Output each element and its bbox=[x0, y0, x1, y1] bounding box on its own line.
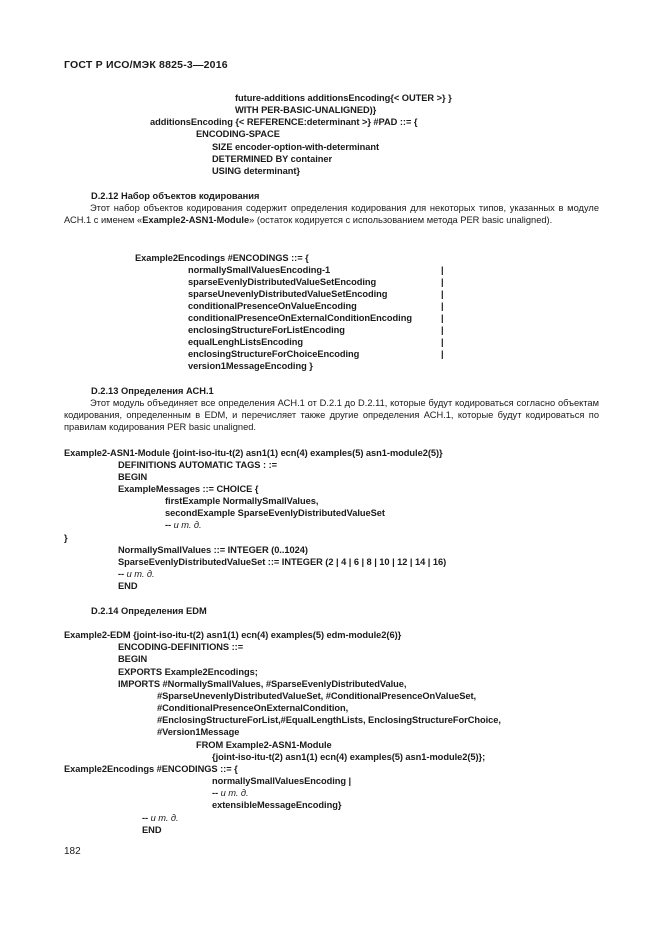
code-line: normallySmallValuesEncoding | bbox=[212, 776, 352, 786]
paragraph-text: Этот модуль объединяет все определения АСН.1 от D.2.1 до D.2.11, которые будут кодироваться согласно объектам кодирования, определенным в EDM, и перечисляет также другие определения АСН.1, которые будут кодироваться по правилам кодирования PER basic unaligned. bbox=[64, 398, 599, 433]
code-line: IMPORTS #NormallySmallValues, #SparseEvenlyDistributedValue, bbox=[118, 679, 407, 689]
etc-text: и т. д. bbox=[126, 569, 155, 579]
code-line: END bbox=[118, 581, 138, 591]
etc-text: и т. д. bbox=[220, 788, 249, 798]
code-line: conditionalPresenceOnExternalConditionEncoding bbox=[188, 313, 412, 323]
code-line: sparseEvenlyDistributedValueSetEncoding bbox=[188, 277, 377, 287]
code-line: Example2Encodings #ENCODINGS ::= { bbox=[135, 253, 309, 263]
module-name-reference: Example2-ASN1-Module bbox=[142, 215, 250, 226]
separator-bar: | bbox=[441, 337, 444, 347]
etc-text: и т. д. bbox=[173, 520, 202, 530]
etc-text: и т. д. bbox=[150, 813, 179, 823]
separator-bar: | bbox=[441, 289, 444, 299]
code-comment bbox=[142, 812, 179, 824]
code-comment bbox=[118, 568, 155, 580]
code-line: DETERMINED BY container bbox=[212, 154, 333, 164]
section-heading: D.2.13 Определения АСН.1 bbox=[91, 386, 214, 396]
code-line: SparseEvenlyDistributedValueSet ::= INTEGER (2 | 4 | 6 | 8 | 10 | 12 | 14 | 16) bbox=[118, 557, 447, 567]
code-line: extensibleMessageEncoding} bbox=[212, 800, 342, 810]
separator-bar: | bbox=[441, 265, 444, 275]
code-line: ENCODING-DEFINITIONS ::= bbox=[118, 642, 244, 652]
paragraph-text: » (остаток кодируется с использованием метода PER basic unaligned). bbox=[249, 215, 553, 226]
code-line: #Version1Message bbox=[157, 727, 240, 737]
code-line: {joint-iso-itu-t(2) asn1(1) ecn(4) examples(5) asn1-module2(5)}; bbox=[212, 752, 486, 762]
comment-dashes: -- bbox=[118, 569, 127, 579]
code-line: NormallySmallValues ::= INTEGER (0..1024) bbox=[118, 545, 308, 555]
code-line: Example2Encodings #ENCODINGS ::= { bbox=[64, 764, 238, 774]
page-number: 182 bbox=[64, 846, 81, 857]
code-line: } bbox=[64, 533, 68, 543]
code-line: Example2-ASN1-Module {joint-iso-itu-t(2) asn1(1) ecn(4) examples(5) asn1-module2(5)} bbox=[64, 448, 443, 458]
code-line: conditionalPresenceOnValueEncoding bbox=[188, 301, 357, 311]
comment-dashes: -- bbox=[165, 520, 174, 530]
code-line: future-additions additionsEncoding{< OUTER >} } bbox=[235, 93, 452, 103]
code-line: EXPORTS Example2Encodings; bbox=[118, 667, 258, 677]
separator-bar: | bbox=[441, 301, 444, 311]
code-line: secondExample SparseEvenlyDistributedValueSet bbox=[165, 508, 385, 518]
code-line: additionsEncoding {< REFERENCE:determinant >} #PAD ::= { bbox=[150, 117, 418, 127]
code-line: USING determinant} bbox=[212, 166, 300, 176]
code-line: BEGIN bbox=[118, 472, 148, 482]
code-line: equalLenghListsEncoding bbox=[188, 337, 304, 347]
section-heading: D.2.14 Определения EDM bbox=[91, 606, 207, 616]
code-line: Example2-EDM {joint-iso-itu-t(2) asn1(1) ecn(4) examples(5) edm-module2(6)} bbox=[64, 630, 402, 640]
separator-bar: | bbox=[441, 277, 444, 287]
comment-dashes: -- bbox=[142, 813, 151, 823]
section-paragraph bbox=[64, 202, 599, 226]
separator-bar: | bbox=[441, 325, 444, 335]
document-header: ГОСТ Р ИСО/МЭК 8825-3—2016 bbox=[64, 59, 228, 71]
code-line: ExampleMessages ::= CHOICE { bbox=[118, 484, 259, 494]
code-line: firstExample NormallySmallValues, bbox=[165, 496, 319, 506]
code-line: DEFINITIONS AUTOMATIC TAGS : := bbox=[118, 460, 277, 470]
code-line: BEGIN bbox=[118, 654, 148, 664]
code-line: ENCODING-SPACE bbox=[196, 129, 280, 139]
code-line: enclosingStructureForChoiceEncoding bbox=[188, 349, 360, 359]
code-line: sparseUnevenlyDistributedValueSetEncoding bbox=[188, 289, 388, 299]
code-line: #SparseUnevenlyDistributedValueSet, #ConditionalPresenceOnValueSet, bbox=[157, 691, 477, 701]
comment-dashes: -- bbox=[212, 788, 221, 798]
code-line: normallySmallValuesEncoding-1 bbox=[188, 265, 331, 275]
separator-bar: | bbox=[441, 313, 444, 323]
code-line: #EnclosingStructureForList,#EqualLengthLists, EnclosingStructureForChoice, bbox=[157, 715, 501, 725]
code-line: END bbox=[142, 825, 162, 835]
code-line: version1MessageEncoding } bbox=[188, 361, 313, 371]
code-line: SIZE encoder-option-with-determinant bbox=[212, 142, 380, 152]
section-paragraph bbox=[64, 397, 599, 434]
code-comment bbox=[165, 519, 202, 531]
code-line: #ConditionalPresenceOnExternalCondition, bbox=[157, 703, 349, 713]
code-line: WITH PER-BASIC-UNALIGNED)} bbox=[235, 105, 377, 115]
code-comment bbox=[212, 787, 249, 799]
code-line: FROM Example2-ASN1-Module bbox=[196, 740, 332, 750]
code-line: enclosingStructureForListEncoding bbox=[188, 325, 345, 335]
separator-bar: | bbox=[441, 349, 444, 359]
section-heading: D.2.12 Набор объектов кодирования bbox=[91, 191, 260, 201]
paragraph-text: Этот набор объектов кодирования содержит определения кодирования для некоторых типов, указанных в модуле АСН.1 с именем « bbox=[64, 203, 599, 226]
